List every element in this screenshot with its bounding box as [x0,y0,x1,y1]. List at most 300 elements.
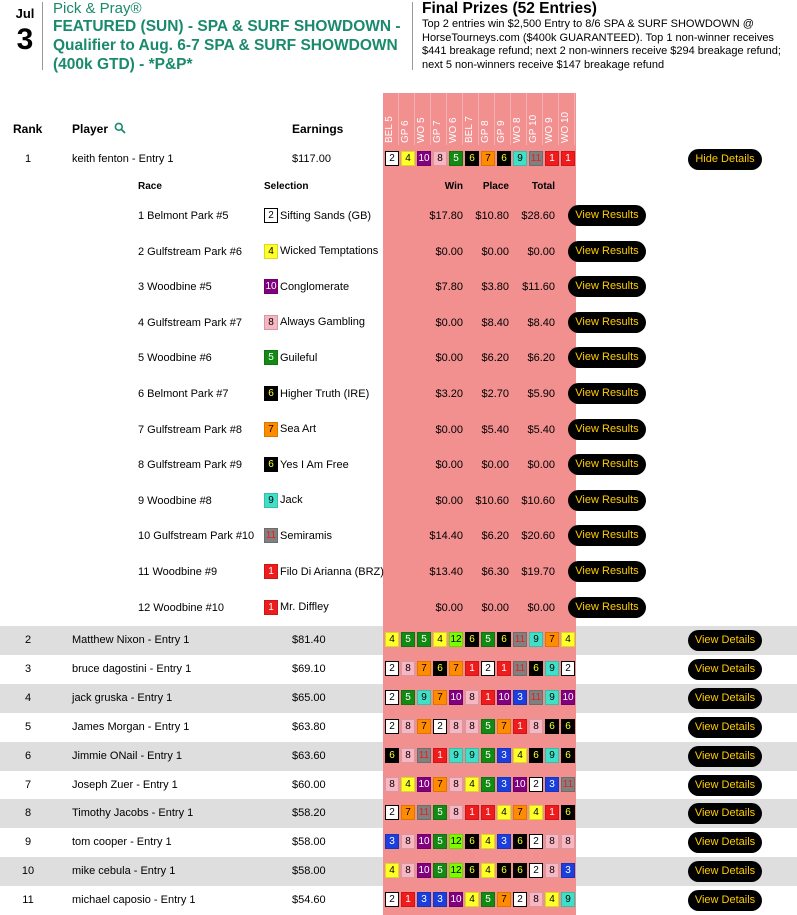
race-header [495,93,511,147]
place-amount: $5.40 [481,423,509,436]
player-name: keith fenton - Entry 1 [72,153,174,165]
saddle-cloth-number: 7 [481,151,495,166]
selection-cell [264,564,384,579]
prizes-block [422,0,792,72]
saddle-cloth-number: 2 [264,208,278,223]
saddle-cloth-number: 9 [513,151,527,166]
picks-strip [385,151,577,166]
contest-title-block [53,0,403,74]
saddle-cloth-number: 3 [385,834,399,849]
rank-cell: 2 [24,634,32,646]
horse-name: Conglomerate [280,280,350,293]
saddle-cloth-number: 4 [529,805,543,820]
view-details-button[interactable]: View Details [688,746,762,767]
saddle-cloth-number: 11 [418,807,430,819]
earnings-cell: $63.80 [292,720,326,733]
race-detail-row [0,555,640,590]
hide-details-button[interactable]: Hide Details [688,149,762,170]
race-header [511,93,527,147]
place-amount: $10.80 [475,210,509,222]
saddle-cloth-number: 10 [418,153,430,164]
earnings-header: Earnings [292,122,344,136]
selection-cell [264,422,316,437]
brand-name: Pick & Pray® [53,0,142,17]
rank-cell: 1 [24,153,32,165]
saddle-cloth-number: 1 [481,805,495,820]
saddle-cloth-number: 4 [497,805,511,820]
saddle-cloth-number: 3 [497,748,511,763]
saddle-cloth-number: 10 [418,778,430,790]
saddle-cloth-number: 5 [481,748,495,763]
saddle-cloth-number: 6 [497,151,511,166]
view-results-button[interactable]: View Results [568,383,646,404]
race-detail-row [0,413,640,448]
saddle-cloth-number: 7 [417,661,431,676]
view-details-button[interactable]: View Details [688,688,762,709]
saddle-cloth-number: 8 [433,151,447,166]
saddle-cloth-number: 6 [513,834,527,849]
table-row [0,626,797,655]
saddle-cloth-number: 5 [401,690,415,705]
prizes-description: Top 2 entries win $2,500 Entry to 8/6 SPA & SURF SHOWDOWN @ HorseTourneys.com ($400k GUARANTEED). Top 1 non-winner receives $441 breakage refund; next 2 non-winners receive $294 breakage refund; next 5 non-winners receive $147 breakage refund [422,18,781,71]
win-amount: $0.00 [435,494,463,507]
win-amount: $7.80 [435,281,463,294]
saddle-cloth-number: 3 [417,892,431,907]
race-detail-row [0,448,640,483]
player-name: Matthew Nixon - Entry 1 [72,634,190,646]
saddle-cloth-number: 9 [545,690,559,705]
win-amount: $0.00 [435,601,463,614]
player-name: jack gruska - Entry 1 [72,691,173,704]
saddle-cloth-number: 11 [530,153,542,164]
race-name: 7 Gulfstream Park #8 [138,423,242,436]
saddle-cloth-number: 10 [514,778,526,790]
race-name: 2 Gulfstream Park #6 [138,245,242,258]
saddle-cloth-number: 12 [450,865,462,877]
saddle-cloth-number: 2 [561,661,575,676]
saddle-cloth-number: 9 [561,892,575,907]
saddle-cloth-number: 4 [401,151,415,166]
selection-cell [264,244,378,259]
saddle-cloth-number: 7 [513,805,527,820]
saddle-cloth-number: 3 [497,777,511,792]
place-amount: $3.80 [481,281,509,294]
view-details-button[interactable]: View Details [688,717,762,738]
contest-title: FEATURED (SUN) - SPA & SURF SHOWDOWN - Qualifier to Aug. 6-7 SPA & SURF SHOWDOWN (400k GTD) - *P&P* [53,18,401,73]
view-results-button[interactable]: View Results [568,490,646,511]
saddle-cloth-number: 1 [545,151,559,166]
player-name: Jimmie ONail - Entry 1 [72,749,183,762]
player-name: Joseph Zuer - Entry 1 [72,778,178,791]
table-row [0,771,797,800]
saddle-cloth-number: 10 [450,691,462,703]
saddle-cloth-number: 2 [385,892,399,907]
saddle-cloth-number: 6 [561,719,575,734]
view-details-button[interactable]: View Details [688,659,762,680]
table-row [0,742,797,771]
saddle-cloth-number: 1 [264,564,278,579]
saddle-cloth-number: 7 [433,690,447,705]
saddle-cloth-number: 4 [465,892,479,907]
view-results-button[interactable]: View Results [568,454,646,475]
total-amount: $0.00 [527,245,555,258]
earnings-cell: $58.20 [292,807,326,820]
view-results-button[interactable]: View Results [568,419,646,440]
saddle-cloth-number: 8 [401,863,415,878]
picks-strip [385,805,577,820]
rank-header: Rank [13,122,43,136]
view-results-button[interactable]: View Results [568,597,646,618]
saddle-cloth-number: 5 [449,151,463,166]
saddle-cloth-number: 8 [529,892,543,907]
saddle-cloth-number: 5 [481,719,495,734]
total-amount: $8.40 [527,316,555,329]
saddle-cloth-number: 1 [545,805,559,820]
saddle-cloth-number: 10 [418,836,430,848]
saddle-cloth-number: 3 [433,892,447,907]
race-header [527,93,543,147]
total-amount: $10.60 [521,494,555,507]
saddle-cloth-number: 8 [385,777,399,792]
divider [42,2,43,70]
rank-cell: 10 [21,865,35,878]
saddle-cloth-number: 5 [433,805,447,820]
race-name: 9 Woodbine #8 [138,494,212,507]
saddle-cloth-number: 2 [481,661,495,676]
saddle-cloth-number: 8 [401,661,415,676]
saddle-cloth-number: 4 [513,748,527,763]
view-details-button[interactable]: View Details [688,630,762,651]
saddle-cloth-number: 4 [465,777,479,792]
earnings-cell: $81.40 [292,634,326,646]
saddle-cloth-number: 9 [449,748,463,763]
date-badge [10,6,40,57]
saddle-cloth-number: 8 [465,690,479,705]
race-header [463,93,479,147]
view-details-button[interactable]: View Details [688,890,762,911]
horse-name: Higher Truth (IRE) [280,387,370,400]
player-name: Timothy Jacobs - Entry 1 [72,807,194,820]
race-name: 3 Woodbine #5 [138,281,212,294]
saddle-cloth-number: 8 [545,834,559,849]
date-month: Jul [15,6,35,21]
view-results-button[interactable]: View Results [568,347,646,368]
saddle-cloth-number: 2 [385,719,399,734]
saddle-cloth-number: 8 [529,719,543,734]
rank-cell: 6 [24,749,32,762]
saddle-cloth-number: 4 [433,632,447,647]
saddle-cloth-number: 8 [545,863,559,878]
selection-cell [264,493,303,508]
race-header-label: GP 8 [480,120,491,143]
race-header [447,93,463,147]
saddle-cloth-number: 11 [514,662,526,674]
saddle-cloth-number: 5 [481,892,495,907]
saddle-cloth-number: 7 [545,632,559,647]
race-name: 6 Belmont Park #7 [138,388,229,400]
saddle-cloth-number: 6 [561,805,575,820]
win-amount: $0.00 [435,352,463,365]
race-header-label: WO 10 [560,111,571,143]
page-header [0,0,797,78]
win-amount: $14.40 [429,530,463,543]
saddle-cloth-number: 11 [418,749,430,761]
selection-cell [264,600,329,615]
saddle-cloth-number: 7 [401,805,415,820]
view-results-button[interactable]: View Results [568,276,646,297]
saddle-cloth-number: 6 [561,748,575,763]
saddle-cloth-number: 7 [264,422,278,437]
selection-cell [264,528,332,543]
horse-name: Guileful [280,351,318,364]
place-column-header: Place [482,181,509,192]
selection-cell [264,457,349,472]
earnings-cell: $60.00 [292,778,326,791]
picks-strip [385,748,577,763]
player-header: Player [72,122,109,136]
view-details-button[interactable]: View Details [688,803,762,824]
race-header-label: GP 7 [432,120,443,143]
earnings-cell: $117.00 [292,153,331,165]
view-results-button[interactable]: View Results [568,241,646,262]
race-detail-row [0,519,640,554]
race-name: 8 Gulfstream Park #9 [138,459,242,472]
table-row [0,828,797,857]
saddle-cloth-number: 8 [449,719,463,734]
race-header-label: WO 5 [416,117,427,143]
rank-cell: 8 [24,807,32,820]
player-name: michael caposio - Entry 1 [72,894,196,907]
earnings-cell: $69.10 [292,662,326,675]
saddle-cloth-number: 8 [561,834,575,849]
saddle-cloth-number: 6 [385,748,399,763]
horse-name: Semiramis [280,529,332,542]
place-amount: $10.60 [475,494,509,507]
saddle-cloth-number: 6 [513,863,527,878]
view-details-button[interactable]: View Details [688,832,762,853]
horse-name: Yes I Am Free [280,458,349,471]
saddle-cloth-number: 11 [514,634,526,645]
race-detail-row [0,484,640,519]
saddle-cloth-number: 7 [449,661,463,676]
race-name: 1 Belmont Park #5 [138,210,229,222]
search-icon[interactable] [114,121,126,133]
saddle-cloth-number: 6 [465,863,479,878]
picks-strip [385,719,577,734]
race-header [431,93,447,147]
race-header-label: WO 6 [448,117,459,143]
win-amount: $3.20 [435,388,463,400]
race-detail-row [0,341,640,376]
saddle-cloth-number: 12 [450,634,462,645]
race-header-label: BEL 7 [464,116,475,143]
saddle-cloth-number: 8 [465,719,479,734]
horse-name: Filo Di Arianna (BRZ) [280,565,384,578]
rank-cell: 4 [24,691,32,704]
place-amount: $2.70 [481,388,509,400]
player-name: mike cebula - Entry 1 [72,865,176,878]
place-amount: $6.20 [481,352,509,365]
saddle-cloth-number: 5 [481,632,495,647]
race-name: 12 Woodbine #10 [138,601,225,614]
view-results-button[interactable]: View Results [568,561,646,582]
win-amount: $0.00 [435,423,463,436]
earnings-cell: $65.00 [292,691,326,704]
saddle-cloth-number: 1 [465,805,479,820]
saddle-cloth-number: 5 [264,350,278,365]
race-header [415,93,431,147]
saddle-cloth-number: 1 [561,151,575,166]
picks-strip [385,834,577,849]
race-header-label: GP 6 [400,120,411,143]
saddle-cloth-number: 4 [561,632,575,647]
view-details-button[interactable]: View Details [688,861,762,882]
saddle-cloth-number: 6 [264,386,278,401]
saddle-cloth-number: 3 [561,863,575,878]
race-column-headers [383,93,576,147]
total-amount: $11.60 [522,281,555,294]
saddle-cloth-number: 2 [513,892,527,907]
saddle-cloth-number: 5 [481,777,495,792]
saddle-cloth-number: 2 [385,661,399,676]
selection-cell [264,386,369,401]
saddle-cloth-number: 10 [562,691,574,703]
rank-cell: 7 [24,778,32,791]
saddle-cloth-number: 6 [465,151,479,166]
race-header [543,93,559,147]
saddle-cloth-number: 9 [417,690,431,705]
picks-strip [385,863,577,878]
saddle-cloth-number: 1 [465,661,479,676]
race-name: 10 Gulfstream Park #10 [138,530,255,543]
saddle-cloth-number: 1 [497,661,511,676]
table-row [0,886,797,915]
view-details-button[interactable]: View Details [688,775,762,796]
place-amount: $0.00 [481,601,509,614]
race-name: 11 Woodbine #9 [138,566,218,578]
race-header [559,93,575,147]
race-header [479,93,495,147]
saddle-cloth-number: 5 [433,863,447,878]
saddle-cloth-number: 4 [481,863,495,878]
saddle-cloth-number: 6 [529,748,543,763]
saddle-cloth-number: 12 [450,836,462,848]
horse-name: Jack [280,494,303,507]
saddle-cloth-number: 4 [385,863,399,878]
saddle-cloth-number: 9 [545,748,559,763]
earnings-cell: $54.60 [292,894,326,907]
saddle-cloth-number: 1 [513,719,527,734]
selection-cell [264,315,365,330]
rank-cell: 3 [24,662,32,675]
saddle-cloth-number: 1 [433,748,447,763]
win-amount: $13.40 [429,566,463,578]
view-results-button[interactable]: View Results [568,525,646,546]
saddle-cloth-number: 7 [433,777,447,792]
table-row [0,684,797,713]
saddle-cloth-number: 11 [530,691,542,703]
place-amount: $0.00 [481,245,509,258]
prizes-title: Final Prizes (52 Entries) [422,0,597,17]
race-detail-row [0,377,640,412]
race-detail-row [0,270,640,305]
saddle-cloth-number: 2 [433,719,447,734]
place-amount: $6.30 [481,566,509,578]
picks-strip [385,661,577,676]
picks-strip [385,777,577,792]
saddle-cloth-number: 9 [529,632,543,647]
earnings-cell: $58.00 [292,836,326,849]
view-results-button[interactable]: View Results [568,312,646,333]
race-detail-row [0,306,640,341]
saddle-cloth-number: 3 [497,834,511,849]
total-amount: $6.20 [527,352,555,365]
saddle-cloth-number: 10 [265,281,277,293]
picks-strip [385,690,577,705]
saddle-cloth-number: 9 [465,748,479,763]
saddle-cloth-number: 2 [529,863,543,878]
saddle-cloth-number: 4 [401,777,415,792]
saddle-cloth-number: 6 [433,661,447,676]
table-row [0,857,797,886]
race-detail-row [0,199,640,234]
saddle-cloth-number: 6 [465,632,479,647]
race-header [383,93,399,147]
saddle-cloth-number: 4 [264,244,278,259]
selection-cell [264,279,349,294]
player-name: tom cooper - Entry 1 [72,836,172,849]
saddle-cloth-number: 7 [497,719,511,734]
view-results-button[interactable]: View Results [568,205,646,226]
saddle-cloth-number: 3 [545,777,559,792]
horse-name: Mr. Diffley [280,601,329,614]
race-name: 4 Gulfstream Park #7 [138,316,242,329]
selection-column-header: Selection [264,181,309,192]
race-header-label: WO 9 [544,117,555,143]
table-row [0,799,797,828]
saddle-cloth-number: 11 [265,530,277,542]
race-header-label: GP 10 [528,114,539,143]
place-amount: $6.20 [481,530,509,543]
total-column-header: Total [531,181,555,192]
player-name: bruce dagostini - Entry 1 [72,662,192,675]
selection-cell [264,350,317,365]
total-amount: $0.00 [527,601,555,614]
saddle-cloth-number: 8 [401,834,415,849]
total-amount: $19.70 [521,566,555,578]
player-name: James Morgan - Entry 1 [72,720,190,733]
earnings-cell: $63.60 [292,749,326,762]
race-header-label: BEL 5 [384,116,395,143]
saddle-cloth-number: 1 [481,690,495,705]
win-amount: $0.00 [435,316,463,329]
win-amount: $0.00 [435,245,463,258]
saddle-cloth-number: 2 [385,690,399,705]
saddle-cloth-number: 5 [401,632,415,647]
date-day: 3 [16,23,34,56]
saddle-cloth-number: 6 [465,834,479,849]
saddle-cloth-number: 7 [417,719,431,734]
picks-strip [385,632,577,647]
saddle-cloth-number: 2 [529,834,543,849]
saddle-cloth-number: 6 [545,719,559,734]
earnings-cell: $58.00 [292,865,326,878]
race-header-label: WO 8 [512,117,523,143]
total-amount: $0.00 [527,459,555,472]
total-amount: $28.60 [521,210,555,222]
table-row [0,655,797,684]
race-detail-row [0,591,640,626]
